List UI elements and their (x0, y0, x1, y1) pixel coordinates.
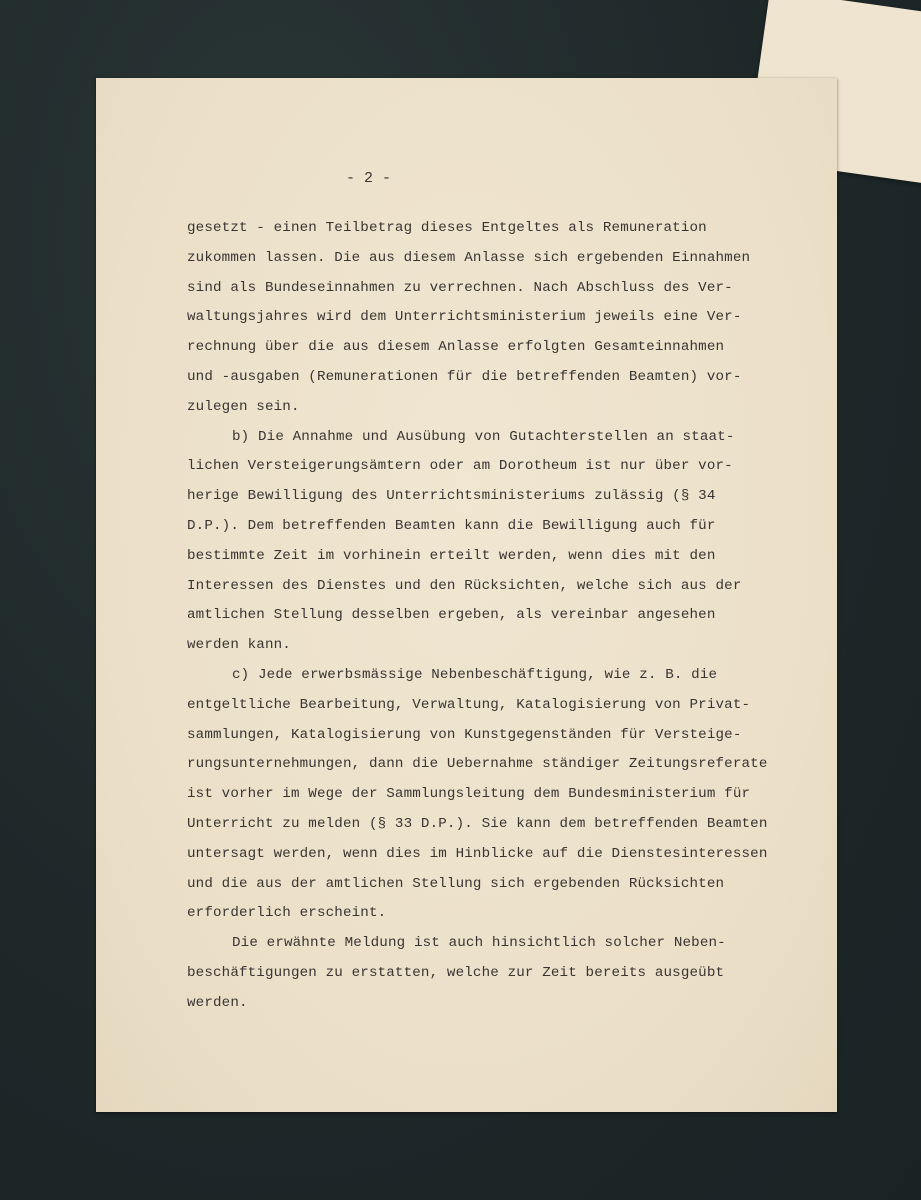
text-line: Die erwähnte Meldung ist auch hinsichtlich solcher Neben- (232, 935, 726, 952)
text-line: ist vorher im Wege der Sammlungsleitung dem Bundesministerium für (187, 786, 751, 803)
text-line: b) Die Annahme und Ausübung von Gutachterstellen an staat- (232, 428, 735, 445)
text-line: amtlichen Stellung desselben ergeben, als vereinbar angesehen (187, 607, 716, 624)
text-line: waltungsjahres wird dem Unterrichtsministerium jeweils eine Ver- (187, 309, 742, 326)
paragraph (187, 423, 807, 661)
text-line: beschäftigungen zu erstatten, welche zur Zeit bereits ausgeübt (187, 964, 725, 981)
text-line: lichen Versteigerungsämtern oder am Dorotheum ist nur über vor- (187, 458, 733, 475)
text-line: entgeltliche Bearbeitung, Verwaltung, Katalogisierung von Privat- (187, 696, 751, 713)
text-line: sammlungen, Katalogisierung von Kunstgegenständen für Versteige- (187, 726, 742, 743)
text-line: sind als Bundeseinnahmen zu verrechnen. Nach Abschluss des Ver- (187, 279, 733, 296)
text-line: und -ausgaben (Remunerationen für die betreffenden Beamten) vor- (187, 368, 742, 385)
text-line: und die aus der amtlichen Stellung sich ergebenden Rücksichten (187, 875, 725, 892)
text-line: bestimmte Zeit im vorhinein erteilt werden, wenn dies mit den (187, 547, 716, 564)
text-line: Unterricht zu melden (§ 33 D.P.). Sie kann dem betreffenden Beamten (187, 815, 768, 832)
text-line: herige Bewilligung des Unterrichtsministeriums zulässig (§ 34 (187, 488, 716, 505)
text-line: D.P.). Dem betreffenden Beamten kann die Bewilligung auch für (187, 517, 716, 534)
text-line: c) Jede erwerbsmässige Nebenbeschäftigung, wie z. B. die (232, 666, 718, 683)
text-line: zulegen sein. (187, 398, 300, 415)
page-number-text: - 2 - (345, 170, 391, 187)
paragraph (187, 214, 807, 423)
text-line: Interessen des Dienstes und den Rücksichten, welche sich aus der (187, 577, 742, 594)
text-line: werden kann. (187, 637, 291, 654)
text-line: rechnung über die aus diesem Anlasse erfolgten Gesamteinnahmen (187, 339, 725, 356)
paragraph (187, 929, 807, 1018)
document-page (96, 78, 837, 1112)
paragraph (187, 661, 807, 929)
text-line: untersagt werden, wenn dies im Hinblicke auf die Dienstesinteressen (187, 845, 768, 862)
text-line: erforderlich erscheint. (187, 905, 387, 922)
text-line: zukommen lassen. Die aus diesem Anlasse sich ergebenden Einnahmen (187, 249, 751, 266)
body-text (187, 214, 807, 1019)
text-line: gesetzt - einen Teilbetrag dieses Entgeltes als Remuneration (187, 220, 707, 236)
page-number (96, 170, 837, 187)
text-line: rungsunternehmungen, dann die Uebernahme ständiger Zeitungsreferate (187, 756, 768, 773)
text-line: werden. (187, 994, 248, 1011)
